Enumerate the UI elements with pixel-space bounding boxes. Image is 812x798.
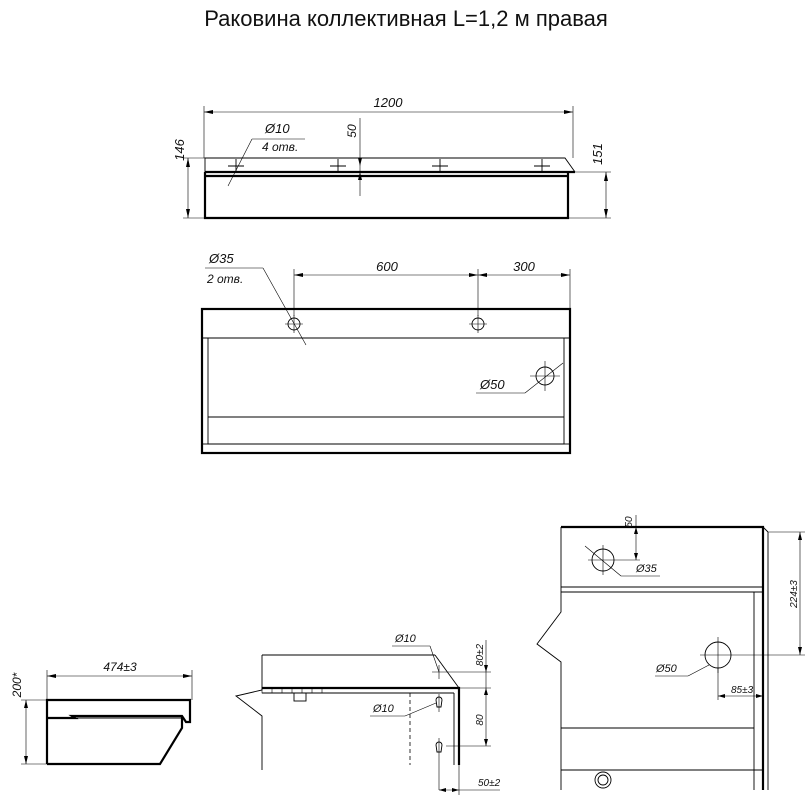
detail-right-drain xyxy=(537,515,805,790)
dim-span-600: 600 xyxy=(376,259,398,274)
dim-height-200: 200* xyxy=(10,672,24,698)
detail-dim-224: 224±3 xyxy=(789,580,800,608)
dim-length-1200: 1200 xyxy=(373,95,403,110)
drain-dia-50: Ø50 xyxy=(480,377,505,392)
detail-hole-dia-35: Ø35 xyxy=(636,563,657,575)
hole-dia-10: Ø10 xyxy=(265,121,290,136)
dim-height-151: 151 xyxy=(590,143,605,165)
hole-count-4: 4 отв. xyxy=(262,140,299,154)
front-view xyxy=(202,251,570,453)
dim-height-146: 146 xyxy=(172,139,187,161)
detail-dim-85: 85±3 xyxy=(731,685,754,696)
detail-dim-top-50: 50 xyxy=(624,516,635,528)
side-view xyxy=(10,660,192,764)
dim-width-474: 474±3 xyxy=(103,660,137,674)
detail-dim-bottom: 50±2 xyxy=(478,778,501,789)
dim-right-300: 300 xyxy=(513,259,535,274)
detail-dim-mid: 80 xyxy=(475,714,486,726)
faucet-hole-dia-35: Ø35 xyxy=(209,251,234,266)
faucet-hole-count-2: 2 отв. xyxy=(207,272,244,286)
detail-dim-top: 80±2 xyxy=(475,643,486,667)
detail-left-mounting xyxy=(236,633,501,795)
drawing-title: Раковина коллективная L=1,2 м правая xyxy=(204,6,608,31)
top-view xyxy=(172,95,611,218)
detail-hole-dia-top: Ø10 xyxy=(395,633,416,645)
detail-hole-dia-mid: Ø10 xyxy=(373,703,394,715)
detail-drain-dia-50: Ø50 xyxy=(656,663,677,675)
dim-offset-50: 50 xyxy=(345,124,359,138)
